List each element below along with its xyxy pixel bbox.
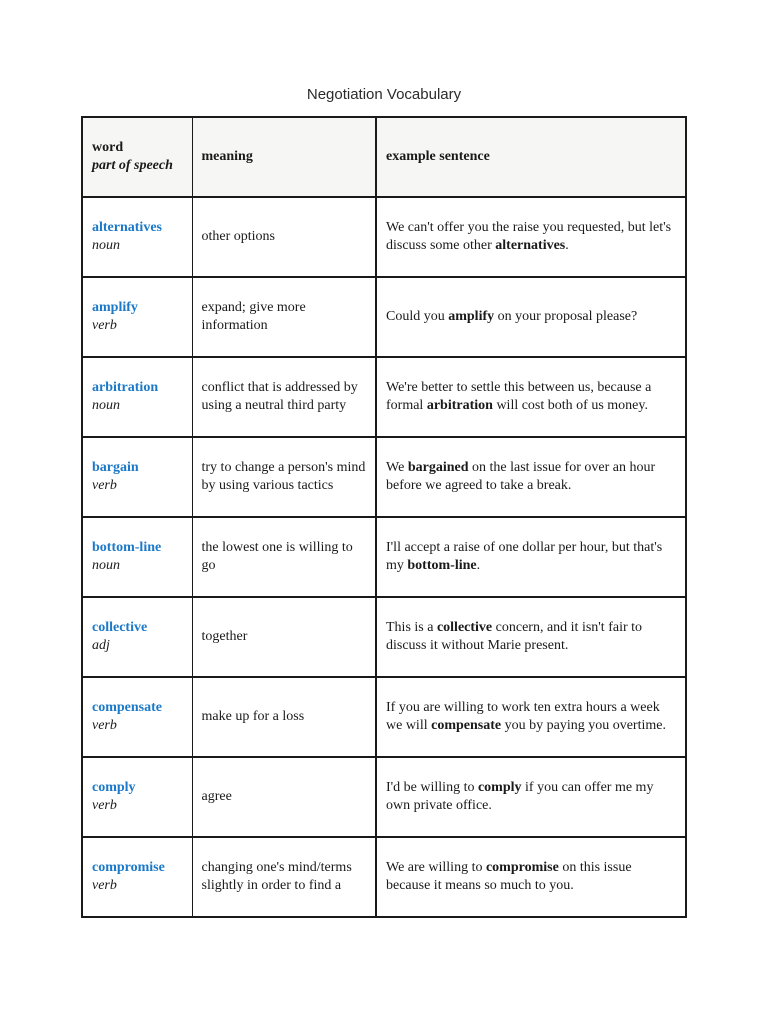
header-part-of-speech-label: part of speech (92, 158, 173, 173)
example-bold-word: arbitration (426, 398, 493, 413)
example-bold-word: comply (477, 780, 522, 796)
word-cell (82, 437, 192, 517)
page-title: Negotiation Vocabulary (306, 86, 462, 103)
part-of-speech-text: verb (92, 878, 117, 893)
part-of-speech-text: verb (92, 718, 117, 733)
example-sentence-cell (376, 677, 686, 757)
example-text: We can't offer you the raise you requested, but let's discuss some other (386, 220, 672, 253)
table-row (82, 597, 686, 677)
word-cell (82, 837, 192, 917)
example-text: if you can offer me my own private office. (386, 780, 654, 813)
word-text: arbitration (92, 380, 159, 396)
word-text: comply (92, 780, 136, 796)
example-bold-word: amplify (448, 309, 495, 325)
word-text: amplify (92, 300, 138, 316)
meaning-cell: conflict that is addressed by using a neutral third party (192, 357, 376, 437)
meaning-cell: other options (192, 197, 376, 277)
example-sentence-cell (376, 757, 686, 837)
vocab-table-body (82, 197, 686, 917)
word-text: alternatives (92, 220, 162, 236)
meaning-cell: expand; give more information (192, 277, 376, 357)
part-of-speech-text: noun (92, 398, 120, 413)
example-text: you by paying you overtime. (501, 718, 666, 733)
header-cell-example: example sentence (376, 117, 686, 197)
word-text: bargain (92, 460, 139, 476)
example-text: We're better to settle this between us, because a formal (386, 380, 652, 413)
example-sentence-cell (376, 597, 686, 677)
part-of-speech-text: adj (92, 638, 110, 653)
meaning-cell: try to change a person's mind by using various tactics (192, 437, 376, 517)
example-bold-word: bargained (407, 460, 469, 476)
meaning-cell: the lowest one is willing to go (192, 517, 376, 597)
header-cell-meaning: meaning (192, 117, 376, 197)
table-row (82, 197, 686, 277)
example-text: Could you (386, 309, 449, 325)
example-text: . (565, 238, 569, 253)
example-text: If you are willing to work ten extra hours a week we will (386, 700, 660, 733)
example-text: We (386, 460, 408, 476)
example-bold-word: bottom-line (407, 558, 477, 573)
example-text: on your proposal please? (494, 309, 638, 325)
example-text: We are willing to (386, 860, 486, 876)
word-text: compensate (92, 700, 162, 716)
table-row (82, 837, 686, 917)
part-of-speech-text: verb (92, 798, 117, 813)
example-text: on the last issue for over an hour before we agreed to take a break. (386, 460, 656, 493)
table-row (82, 277, 686, 357)
word-text: bottom-line (92, 540, 162, 556)
example-sentence-cell (376, 837, 686, 917)
example-bold-word: collective (436, 620, 493, 636)
example-sentence-cell (376, 277, 686, 357)
example-bold-word: compensate (431, 718, 502, 733)
header-cell-word (82, 117, 192, 197)
example-text: I'll accept a raise of one dollar per hour, but that's my (386, 540, 663, 573)
example-sentence-cell (376, 197, 686, 277)
word-text: collective (92, 620, 148, 636)
table-row (82, 757, 686, 837)
example-bold-word: alternatives (495, 238, 566, 253)
meaning-cell: together (192, 597, 376, 677)
example-text: on this issue because it means so much to you. (386, 860, 632, 893)
meaning-cell: changing one's mind/terms slightly in order to find a (192, 837, 376, 917)
header-word-label: word (92, 140, 124, 156)
word-cell (82, 597, 192, 677)
example-bold-word: compromise (485, 860, 559, 876)
word-cell (82, 197, 192, 277)
example-sentence-cell (376, 357, 686, 437)
part-of-speech-text: verb (92, 318, 117, 333)
table-row (82, 357, 686, 437)
word-text: compromise (92, 860, 165, 876)
example-text: will cost both of us money. (492, 398, 648, 413)
word-cell (82, 677, 192, 757)
part-of-speech-text: noun (92, 558, 120, 573)
table-row (82, 677, 686, 757)
word-cell (82, 357, 192, 437)
example-sentence-cell (376, 517, 686, 597)
example-text: concern, and it isn't fair to discuss it without Marie present. (386, 620, 643, 653)
part-of-speech-text: noun (92, 238, 120, 253)
word-cell (82, 757, 192, 837)
table-row (82, 517, 686, 597)
meaning-cell: make up for a loss (192, 677, 376, 757)
vocabulary-table (81, 116, 687, 918)
word-cell (82, 277, 192, 357)
part-of-speech-text: verb (92, 478, 117, 493)
example-text: This is a (386, 620, 437, 636)
table-header-row (82, 117, 686, 197)
example-text: I'd be willing to (386, 780, 478, 796)
example-sentence-cell (376, 437, 686, 517)
meaning-cell: agree (192, 757, 376, 837)
table-row (82, 437, 686, 517)
example-text: . (476, 558, 481, 573)
word-cell (82, 517, 192, 597)
